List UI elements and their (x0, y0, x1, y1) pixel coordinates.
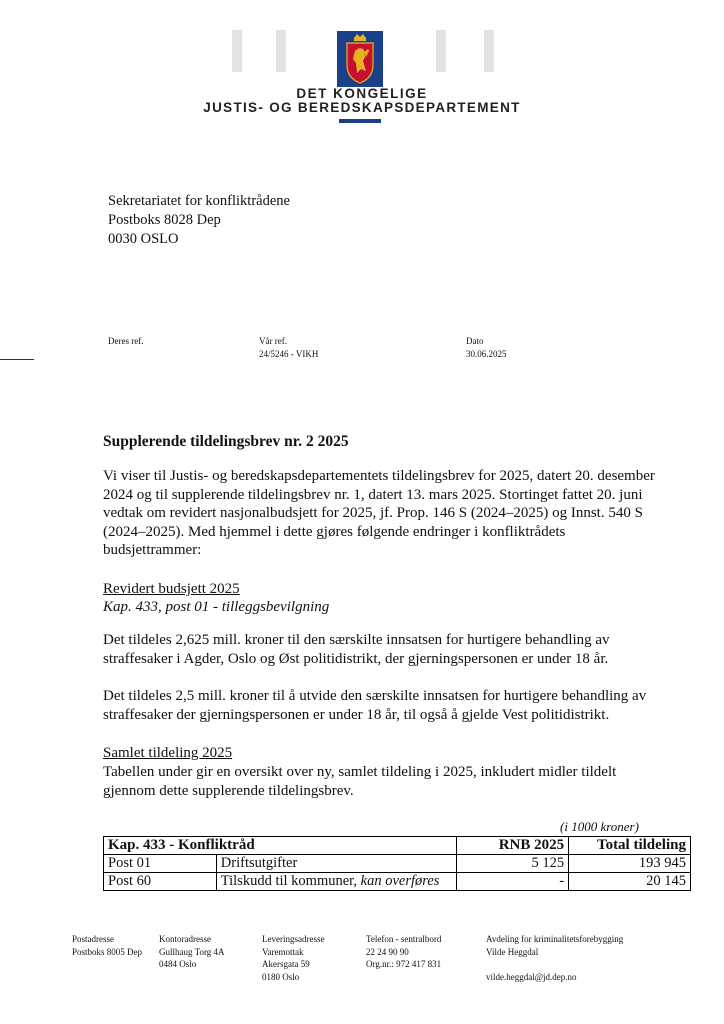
watermark-bar (276, 30, 286, 72)
watermark-bar (436, 30, 446, 72)
table-cell-desc-text: Tilskudd til kommuner, (220, 873, 361, 889)
section-heading-samlet: Samlet tildeling 2025 (103, 745, 233, 761)
department-name-line2: JUSTIS- OG BEREDSKAPSDEPARTEMENT (203, 100, 521, 115)
footer-line: Gullhaug Torg 4A (159, 946, 225, 957)
footer-leveringsadresse (262, 933, 324, 983)
watermark-bar (232, 30, 242, 72)
section-subheading-kap433: Kap. 433, post 01 - tilleggsbevilgning (103, 599, 330, 615)
paragraph-tildeling-1: Det tildeles 2,625 mill. kroner til den særskilte innsatsen for hurtigere behandling av straffesaker i Agder, Oslo og Øst politidistrikt, der gjerningspersonen er under 18 år. (103, 632, 610, 667)
deres-ref-label: Deres ref. (108, 336, 144, 346)
footer-telefon (366, 933, 441, 971)
footer-line: 0180 Oslo (262, 971, 300, 982)
table-row (104, 873, 691, 891)
allocation-table (103, 836, 691, 891)
table-header-kap: Kap. 433 - Konfliktråd (104, 837, 457, 855)
var-ref-value: 24/5246 - VIKH (259, 349, 319, 359)
footer-line: Org.nr.: 972 417 831 (366, 959, 442, 969)
footer-line: Vilde Heggdal (486, 946, 539, 957)
paragraph-samlet: Tabellen under gir en oversikt over ny, samlet tildeling i 2025, inkludert midler tildelt gjennom dette supplerende tildelingsbrev. (103, 764, 617, 799)
table-header-rnb: RNB 2025 (457, 837, 569, 855)
footer-label: Postadresse (72, 934, 114, 944)
intro-paragraph: Vi viser til Justis- og beredskapsdepartementets tildelingsbrev for 2025, datert 20. desember 2024 og til supplerende tildelingsbrev nr. 1, datert 13. mars 2025. Stortinget fattet 20. juni vedtak om revidert nasjonalbudsjett for 2025, jf. Prop. 146 S (2024–2025) og Innst. 540 S (2024–2025). Med hjemmel i dette gjøres følgende endringer i konfliktrådets budsjettrammer: (103, 468, 655, 559)
footer-line: 22 24 90 90 (366, 946, 409, 957)
var-ref-label: Vår ref. (259, 336, 287, 346)
table-cell-total: 20 145 (569, 873, 691, 891)
table-cell-desc (216, 873, 457, 891)
section-heading-revidert: Revidert budsjett 2025 (103, 581, 240, 597)
footer-line: Varemottak (262, 946, 304, 957)
table-header-row (104, 837, 691, 855)
coat-of-arms-icon (337, 31, 383, 87)
department-name-line1: DET KONGELIGE (296, 86, 428, 101)
footer-avdeling (486, 933, 623, 983)
footer-spacer (486, 958, 623, 971)
footer-label: Leveringsadresse (262, 934, 325, 944)
table-cell-rnb: - (457, 873, 569, 891)
recipient-line2: Postboks 8028 Dep (108, 212, 221, 228)
table-cell-rnb: 5 125 (457, 855, 569, 873)
footer-postadresse (72, 933, 142, 958)
table-unit-note: (i 1000 kroner) (560, 819, 639, 834)
table-cell-total: 193 945 (569, 855, 691, 873)
paragraph-tildeling-2: Det tildeles 2,5 mill. kroner til å utvide den særskilte innsatsen for hurtigere behandling av straffesaker der gjerningspersonen er under 18 år, til også å gjelde Vest politidistrikt. (103, 688, 647, 723)
letter-subject: Supplerende tildelingsbrev nr. 2 2025 (103, 433, 349, 450)
table-cell-post: Post 01 (104, 855, 217, 873)
footer-label: Avdeling for kriminalitetsforebygging (486, 934, 624, 944)
watermark-bar (484, 30, 494, 72)
table-cell-desc: Driftsutgifter (216, 855, 457, 873)
date-value: 30.06.2025 (466, 349, 507, 359)
footer-line: Akersgata 59 (262, 959, 310, 969)
footer-label: Kontoradresse (159, 934, 211, 944)
recipient-line1: Sekretariatet for konfliktrådene (108, 193, 290, 209)
recipient-line3: 0030 OSLO (108, 231, 179, 247)
table-cell-desc-italic: kan overføres (360, 873, 440, 889)
fold-mark (0, 359, 34, 360)
footer-line: Postboks 8005 Dep (72, 946, 143, 957)
table-row (104, 855, 691, 873)
footer-line: 0484 Oslo (159, 959, 197, 969)
footer-label: Telefon - sentralbord (366, 934, 442, 944)
footer-email[interactable]: vilde.heggdal@jd.dep.no (486, 971, 577, 982)
table-cell-post: Post 60 (104, 873, 217, 891)
date-label: Dato (466, 336, 484, 346)
footer-kontoradresse (159, 933, 225, 971)
table-header-total: Total tildeling (569, 837, 691, 855)
header-rule (339, 119, 381, 123)
